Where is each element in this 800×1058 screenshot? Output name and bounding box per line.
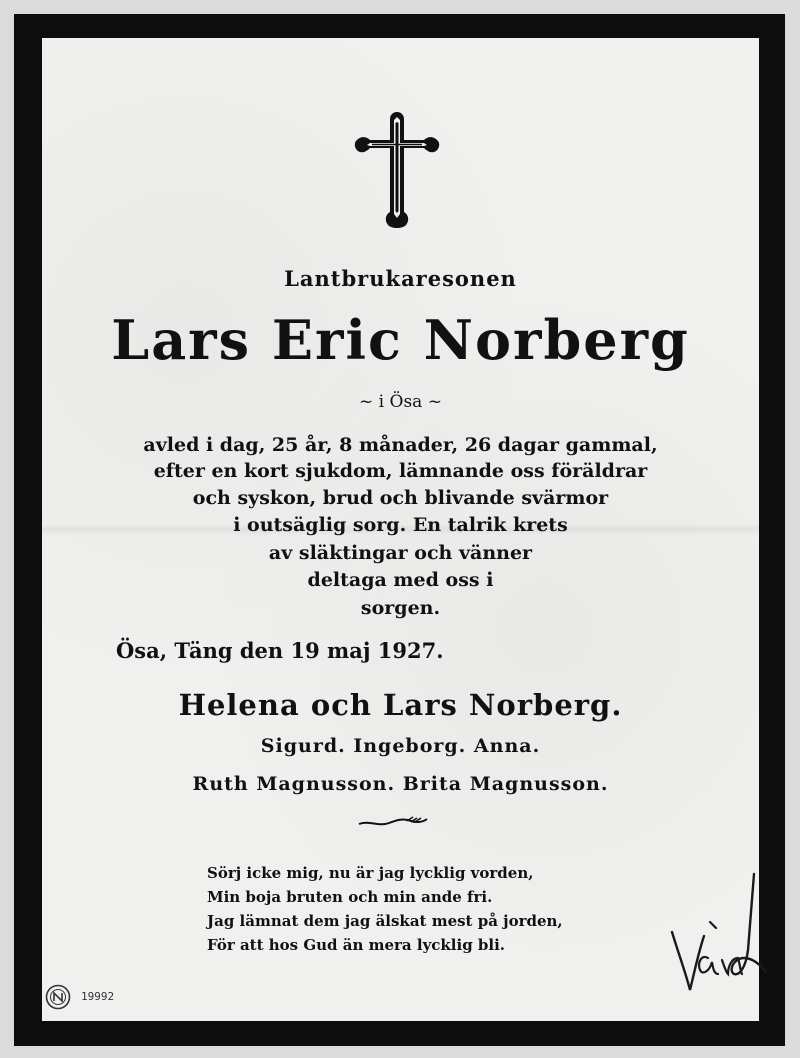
body-line: av släktingar och vänner <box>268 542 533 564</box>
parents-line: Helena och Lars Norberg. <box>178 688 623 722</box>
poem-line: För att hos Gud än mera lycklig bli. <box>207 936 506 954</box>
date-line: Ösa, Täng den 19 maj 1927. <box>116 638 444 663</box>
poem-line: Jag lämnat dem jag älskat mest på jorden, <box>207 912 563 930</box>
body-line: avled i dag, 25 år, 8 månader, 26 dagar gammal, <box>143 434 658 456</box>
body-line: och syskon, brud och blivande svärmor <box>192 487 609 509</box>
poem-line: Sörj icke mig, nu är jag lycklig vorden, <box>207 864 534 882</box>
poem-line: Min boja bruten och min ande fri. <box>207 888 493 906</box>
body-line: efter en kort sjukdom, lämnande oss föräldrar <box>153 460 648 482</box>
cross-icon <box>352 108 442 230</box>
body-line: sorgen. <box>360 597 441 619</box>
relatives-line: Ruth Magnusson. Brita Magnusson. <box>192 773 609 795</box>
body-line: deltaga med oss i <box>307 569 494 591</box>
ornament-icon <box>357 816 429 830</box>
deceased-name: Lars Eric Norberg <box>111 308 690 372</box>
siblings-line: Sigurd. Ingeborg. Anna. <box>260 735 541 757</box>
place-line: ~ i Ösa ~ <box>359 392 442 412</box>
deceased-title: Lantbrukaresonen <box>284 266 517 291</box>
printer-stamp-icon <box>45 984 71 1010</box>
print-number: 19992 <box>81 990 115 1003</box>
body-line: i outsäglig sorg. En talrik krets <box>233 514 568 536</box>
handwritten-signature <box>664 862 774 1002</box>
